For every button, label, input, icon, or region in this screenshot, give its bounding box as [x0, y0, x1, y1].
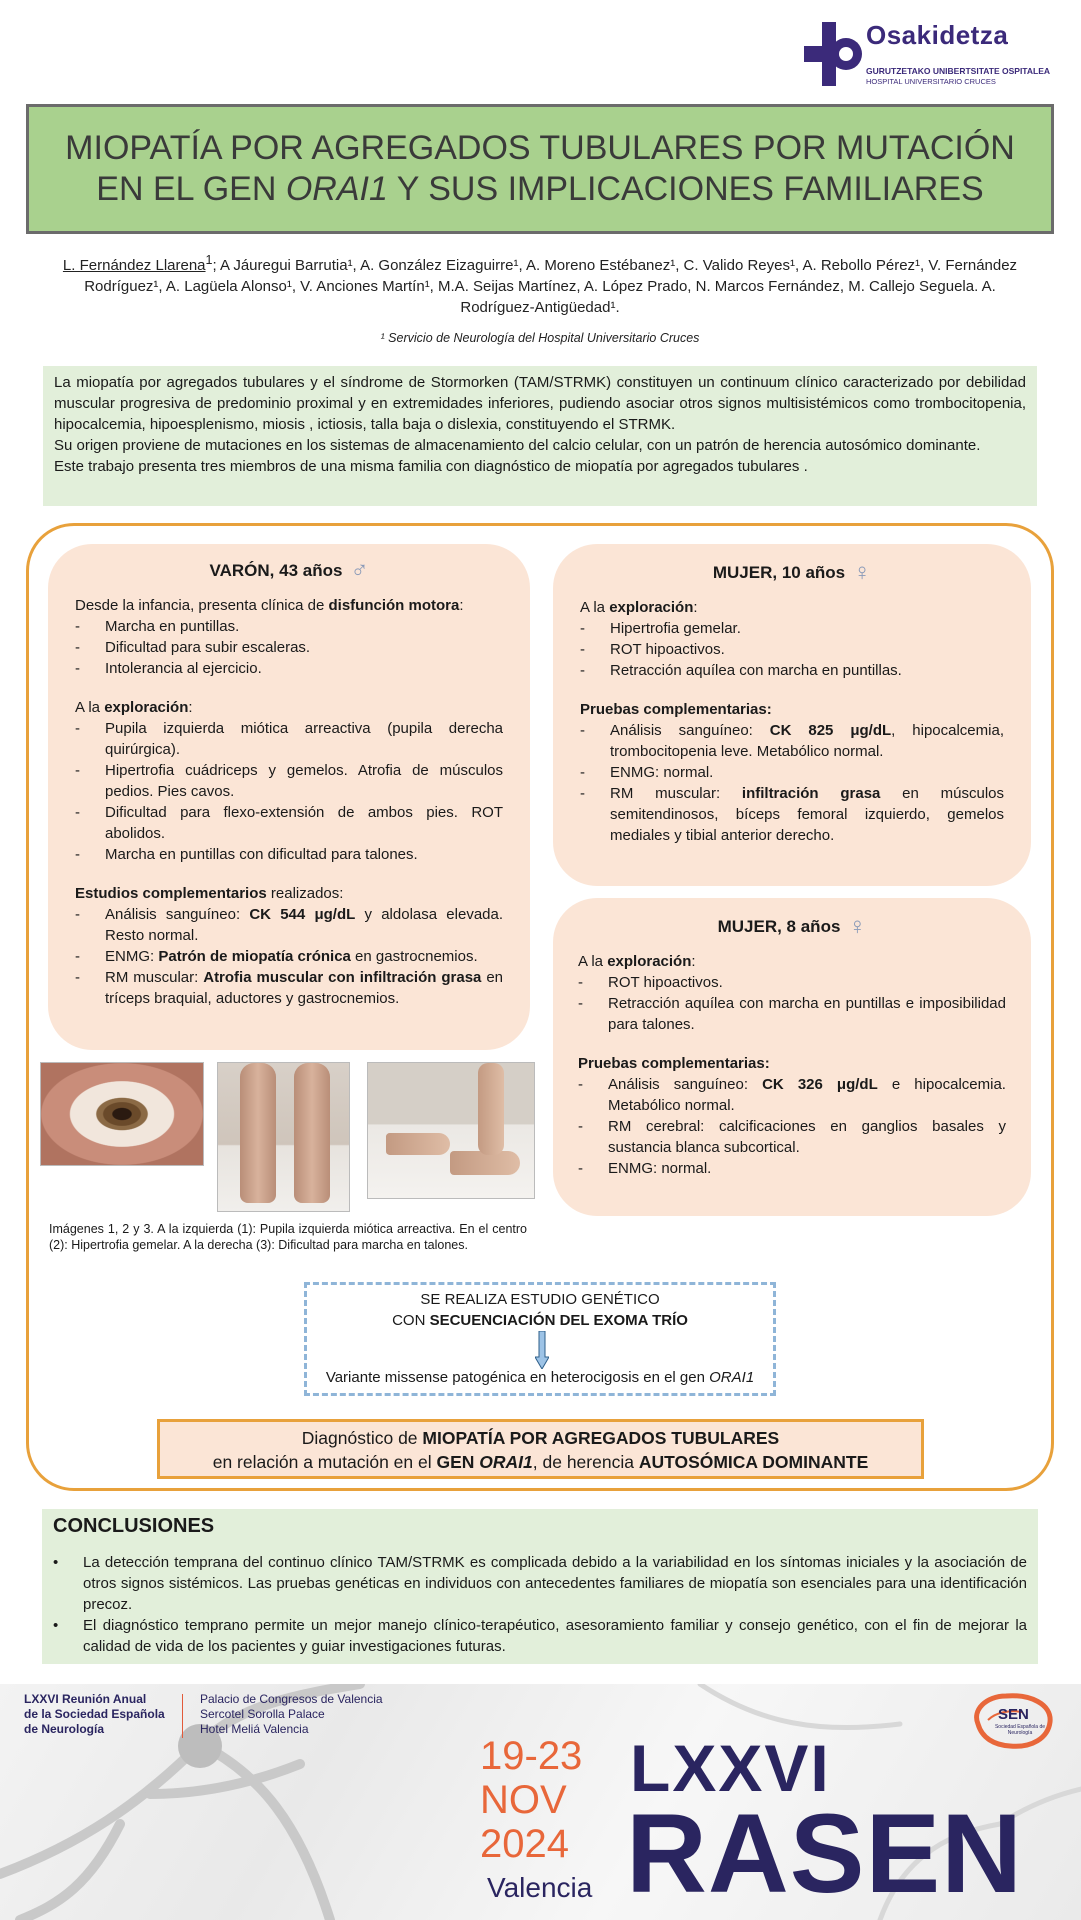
affiliation: ¹ Servicio de Neurología del Hospital Universitario Cruces — [380, 331, 700, 345]
tests-heading — [580, 699, 1004, 720]
foot-shape — [386, 1133, 450, 1155]
exploration-heading — [578, 951, 1006, 972]
list-item: - Hipertrofia cuádriceps y gemelos. Atrofia de músculos pedios. Pies cavos. — [75, 760, 503, 802]
text: realizados: — [266, 885, 344, 902]
list-item: - Intolerancia al ejercicio. — [75, 658, 503, 679]
case-heading-text: MUJER, 10 años — [712, 563, 846, 582]
list-item: - ROT hipoactivos. — [580, 639, 1004, 660]
lead-author-affil-mark: 1 — [205, 253, 213, 267]
bold-text: disfunción motora — [328, 597, 460, 614]
leg-shape — [478, 1063, 504, 1155]
genetic-line2 — [307, 1310, 773, 1331]
case-heading-text: MUJER, 8 años — [717, 917, 841, 936]
text: 19-23 — [480, 1734, 583, 1778]
bold-text: Atrofia muscular con infiltración grasa — [203, 969, 482, 986]
case-heading-text: VARÓN, 43 años — [209, 561, 343, 580]
congress-name: RASEN — [626, 1791, 1024, 1916]
text: A la — [580, 599, 610, 616]
text: : — [691, 953, 696, 970]
text: NOV — [480, 1778, 567, 1822]
text: de la Sociedad Española — [24, 1707, 165, 1721]
bold-text: Patrón de miopatía crónica — [158, 948, 351, 965]
list-item — [578, 1074, 1006, 1116]
text: Diagnóstico de — [301, 1428, 423, 1448]
bold-text: exploración — [104, 699, 189, 716]
text: Desde la infancia, presenta clínica de — [75, 597, 329, 614]
bold-text: exploración — [607, 953, 692, 970]
clinical-history — [75, 595, 503, 616]
bold-text: exploración — [609, 599, 694, 616]
list-item: - Marcha en puntillas con dificultad para talones. — [75, 844, 503, 865]
intro-paragraph: Su origen proviene de mutaciones en los sistemas de almacenamiento del calcio celular, con un patrón de herencia autosómico dominante. — [54, 437, 981, 454]
text: Sociedad Española de Neurología — [994, 1724, 1046, 1736]
text: en relación a mutación en el — [212, 1452, 437, 1472]
congress-edition: LXXVI — [630, 1731, 831, 1805]
case-heading — [580, 559, 1004, 586]
text: de Neurología — [24, 1722, 105, 1736]
text: Palacio de Congresos de Valencia — [200, 1692, 383, 1706]
photo-feet — [367, 1062, 535, 1199]
text: en tríceps braquial, aductores y gastrocnemios. — [105, 969, 504, 1007]
intro-paragraph: Este trabajo presenta tres miembros de una misma familia con diagnóstico de miopatía por agregados tubulares . — [54, 458, 808, 475]
gene-name: ORAI1 — [709, 1369, 755, 1386]
diagnosis-line1 — [160, 1426, 921, 1450]
text: ENMG: — [105, 948, 159, 965]
bold-text: CK 544 μg/dL — [249, 906, 356, 923]
text: e hipocalcemia. Metabólico normal. — [608, 1076, 1006, 1114]
list-item — [580, 720, 1004, 762]
photo-calves — [217, 1062, 350, 1212]
introduction-panel — [43, 366, 1037, 506]
symptom-list — [75, 616, 503, 679]
exploration-list — [580, 618, 1004, 681]
diagnosis-box — [157, 1419, 924, 1479]
list-item: - Retracción aquílea con marcha en puntillas. — [580, 660, 1004, 681]
bold-text: Pruebas complementarias: — [580, 701, 772, 718]
text: : — [459, 597, 464, 614]
poster-title — [29, 128, 1051, 210]
studies-list — [75, 904, 503, 1009]
photo-eye-pupil — [40, 1062, 204, 1166]
bold-text: infiltración grasa — [741, 785, 881, 802]
list-item: - ENMG: normal. — [578, 1158, 1006, 1179]
logo-subtitle-spanish: HOSPITAL UNIVERSITARIO CRUCES — [866, 77, 996, 86]
list-item: - Retracción aquílea con marcha en puntillas e imposibilidad para talones. — [578, 993, 1006, 1035]
exploration-heading — [580, 597, 1004, 618]
authors — [60, 250, 1020, 318]
bold-text: MIOPATÍA POR AGREGADOS TUBULARES — [422, 1428, 780, 1448]
bold-text: SECUENCIACIÓN DEL EXOMA TRÍO — [429, 1312, 688, 1329]
case-card-female-8 — [553, 898, 1031, 1216]
text: en gastrocnemios. — [350, 948, 478, 965]
leg-shape — [240, 1063, 276, 1203]
text: RM muscular: — [610, 785, 742, 802]
tests-list — [580, 720, 1004, 846]
bold-text: Pruebas complementarias: — [578, 1055, 770, 1072]
bold-text: AUTOSÓMICA DOMINANTE — [638, 1452, 869, 1472]
genetic-study-box — [304, 1282, 776, 1396]
congress-organization — [24, 1692, 165, 1737]
bold-text: CK 825 μg/dL — [769, 722, 892, 739]
down-arrow-icon — [535, 1331, 549, 1369]
sen-logo — [966, 1690, 1058, 1754]
list-item: - Dificultad para subir escaleras. — [75, 637, 503, 658]
case-heading — [75, 557, 503, 584]
diagnosis-line2 — [160, 1450, 921, 1474]
text: A la — [578, 953, 608, 970]
poster-title-box — [26, 104, 1054, 234]
case-card-female-10 — [553, 544, 1031, 886]
conclusions-list — [53, 1552, 1027, 1657]
text: Análisis sanguíneo: — [105, 906, 250, 923]
list-item: • La detección temprana del continuo clínico TAM/STRMK es complicada debido a la variabilidad en los síntomas iniciales y la asociación de otros signos sistémicos. Las pruebas genéticas en individuos con antecedentes familiares de miopatía son esenciales para una identificación precoz. — [53, 1552, 1027, 1615]
bold-text: GEN — [436, 1452, 480, 1472]
list-item: - ENMG: normal. — [580, 762, 1004, 783]
osakidetza-logo — [800, 18, 1050, 88]
bold-text: Estudios complementarios — [75, 885, 267, 902]
osakidetza-mark-icon — [804, 22, 864, 86]
title-part1: MIOPATÍA POR AGREGADOS TUBULARES POR MUTACIÓN EN EL GEN — [65, 129, 1015, 208]
list-item: - Pupila izquierda miótica arreactiva (pupila derecha quirúrgica). — [75, 718, 503, 760]
studies-heading — [75, 883, 503, 904]
logo-subtitle-basque: GURUTZETAKO UNIBERTSITATE OSPITALEA — [866, 66, 1051, 76]
text: , de herencia — [532, 1452, 639, 1472]
list-item — [75, 904, 503, 946]
text: , hipocalcemia, trombocitopenia leve. Metabólico normal. — [610, 722, 1004, 760]
text: LXXVI Reunión Anual — [24, 1692, 147, 1706]
images-caption: Imágenes 1, 2 y 3. A la izquierda (1): Pupila izquierda miótica arreactiva. En el centro (2): Hipertrofia gemelar. A la derecha (3): Dificultad para marcha en talones. — [49, 1222, 527, 1252]
tests-heading — [578, 1053, 1006, 1074]
genetic-result — [307, 1367, 773, 1388]
text: RM muscular: — [105, 969, 204, 986]
female-symbol-icon: ♀ — [853, 559, 872, 586]
list-item — [580, 783, 1004, 846]
list-item: - ROT hipoactivos. — [578, 972, 1006, 993]
text: CON — [392, 1312, 430, 1329]
logo-name: Osakidetza — [866, 20, 1009, 50]
text: : — [693, 599, 698, 616]
title-gene: ORAI1 — [285, 170, 388, 208]
lead-author: L. Fernández Llarena — [62, 257, 206, 274]
coauthors: ; A Jáuregui Barrutia¹, A. González Eizaguirre¹, A. Moreno Estébanez¹, C. Valido Reyes¹, A. Rebollo Pérez¹, V. Fernández Rodríguez¹, A. Lagüela Alonso¹, V. Anciones Martín¹, M.A. Seijas Martínez, A. López Prado, N. Marcos Fernández, M. Callejo Seguela. A. Rodríguez-Antigüedad¹. — [84, 257, 1018, 316]
intro-paragraph: La miopatía por agregados tubulares y el síndrome de Stormorken (TAM/STRMK) constituyen un continuum clínico caracterizado por debilidad muscular progresiva de predominio proximal y en extremidades inferiores, pudiendo asociar otros signos multisistémicos como trombocitopenia, hipocalcemia, hipoesplenismo, miosis , ictiosis, talla baja o dislexia, constituyendo el STRMK. — [54, 374, 1026, 433]
text: Sercotel Sorolla Palace — [200, 1707, 325, 1721]
list-item — [75, 967, 503, 1009]
text: 2024 — [480, 1822, 569, 1866]
text: Variante missense patogénica en heterocigosis en el gen — [325, 1369, 710, 1386]
exploration-list — [578, 972, 1006, 1035]
list-item — [75, 946, 503, 967]
congress-venues — [200, 1692, 383, 1737]
female-symbol-icon: ♀ — [848, 913, 867, 940]
case-card-male-43 — [48, 544, 530, 1050]
text: : — [188, 699, 193, 716]
title-part2: Y SUS IMPLICACIONES FAMILIARES — [387, 170, 984, 208]
list-item: - Hipertrofia gemelar. — [580, 618, 1004, 639]
congress-footer — [0, 1684, 1081, 1920]
text: Análisis sanguíneo: — [610, 722, 770, 739]
leg-shape — [294, 1063, 330, 1203]
conclusions-heading: CONCLUSIONES — [53, 1515, 215, 1537]
congress-city: Valencia — [487, 1872, 593, 1903]
exploration-heading — [75, 697, 503, 718]
genetic-line1: SE REALIZA ESTUDIO GENÉTICO — [420, 1291, 660, 1308]
text: Hotel Meliá Valencia — [200, 1722, 309, 1736]
list-item: - Marcha en puntillas. — [75, 616, 503, 637]
bold-text: CK 326 μg/dL — [762, 1076, 878, 1093]
gene-name: ORAI1 — [479, 1452, 533, 1472]
text: Análisis sanguíneo: — [608, 1076, 763, 1093]
list-item: - Dificultad para flexo-extensión de ambos pies. ROT abolidos. — [75, 802, 503, 844]
footer-divider — [182, 1694, 183, 1738]
text: y aldolasa elevada. Resto normal. — [105, 906, 504, 944]
case-heading — [578, 913, 1006, 940]
list-item: • El diagnóstico temprano permite un mejor manejo clínico-terapéutico, asesoramiento familiar y consejo genético, con el fin de mejorar la calidad de vida de los pacientes y guiar investigaciones futuras. — [53, 1615, 1027, 1657]
text: SEN — [998, 1706, 1029, 1723]
text: en músculos semitendinosos, bíceps femoral izquierdo, gemelos mediales y tibial anterior derecho. — [610, 785, 1004, 844]
tests-list — [578, 1074, 1006, 1179]
congress-dates — [480, 1734, 582, 1866]
conclusions-panel — [42, 1509, 1038, 1664]
male-symbol-icon: ♂ — [350, 557, 369, 584]
list-item: - RM cerebral: calcificaciones en ganglios basales y sustancia blanca subcortical. — [578, 1116, 1006, 1158]
text: A la — [75, 699, 105, 716]
exploration-list — [75, 718, 503, 865]
